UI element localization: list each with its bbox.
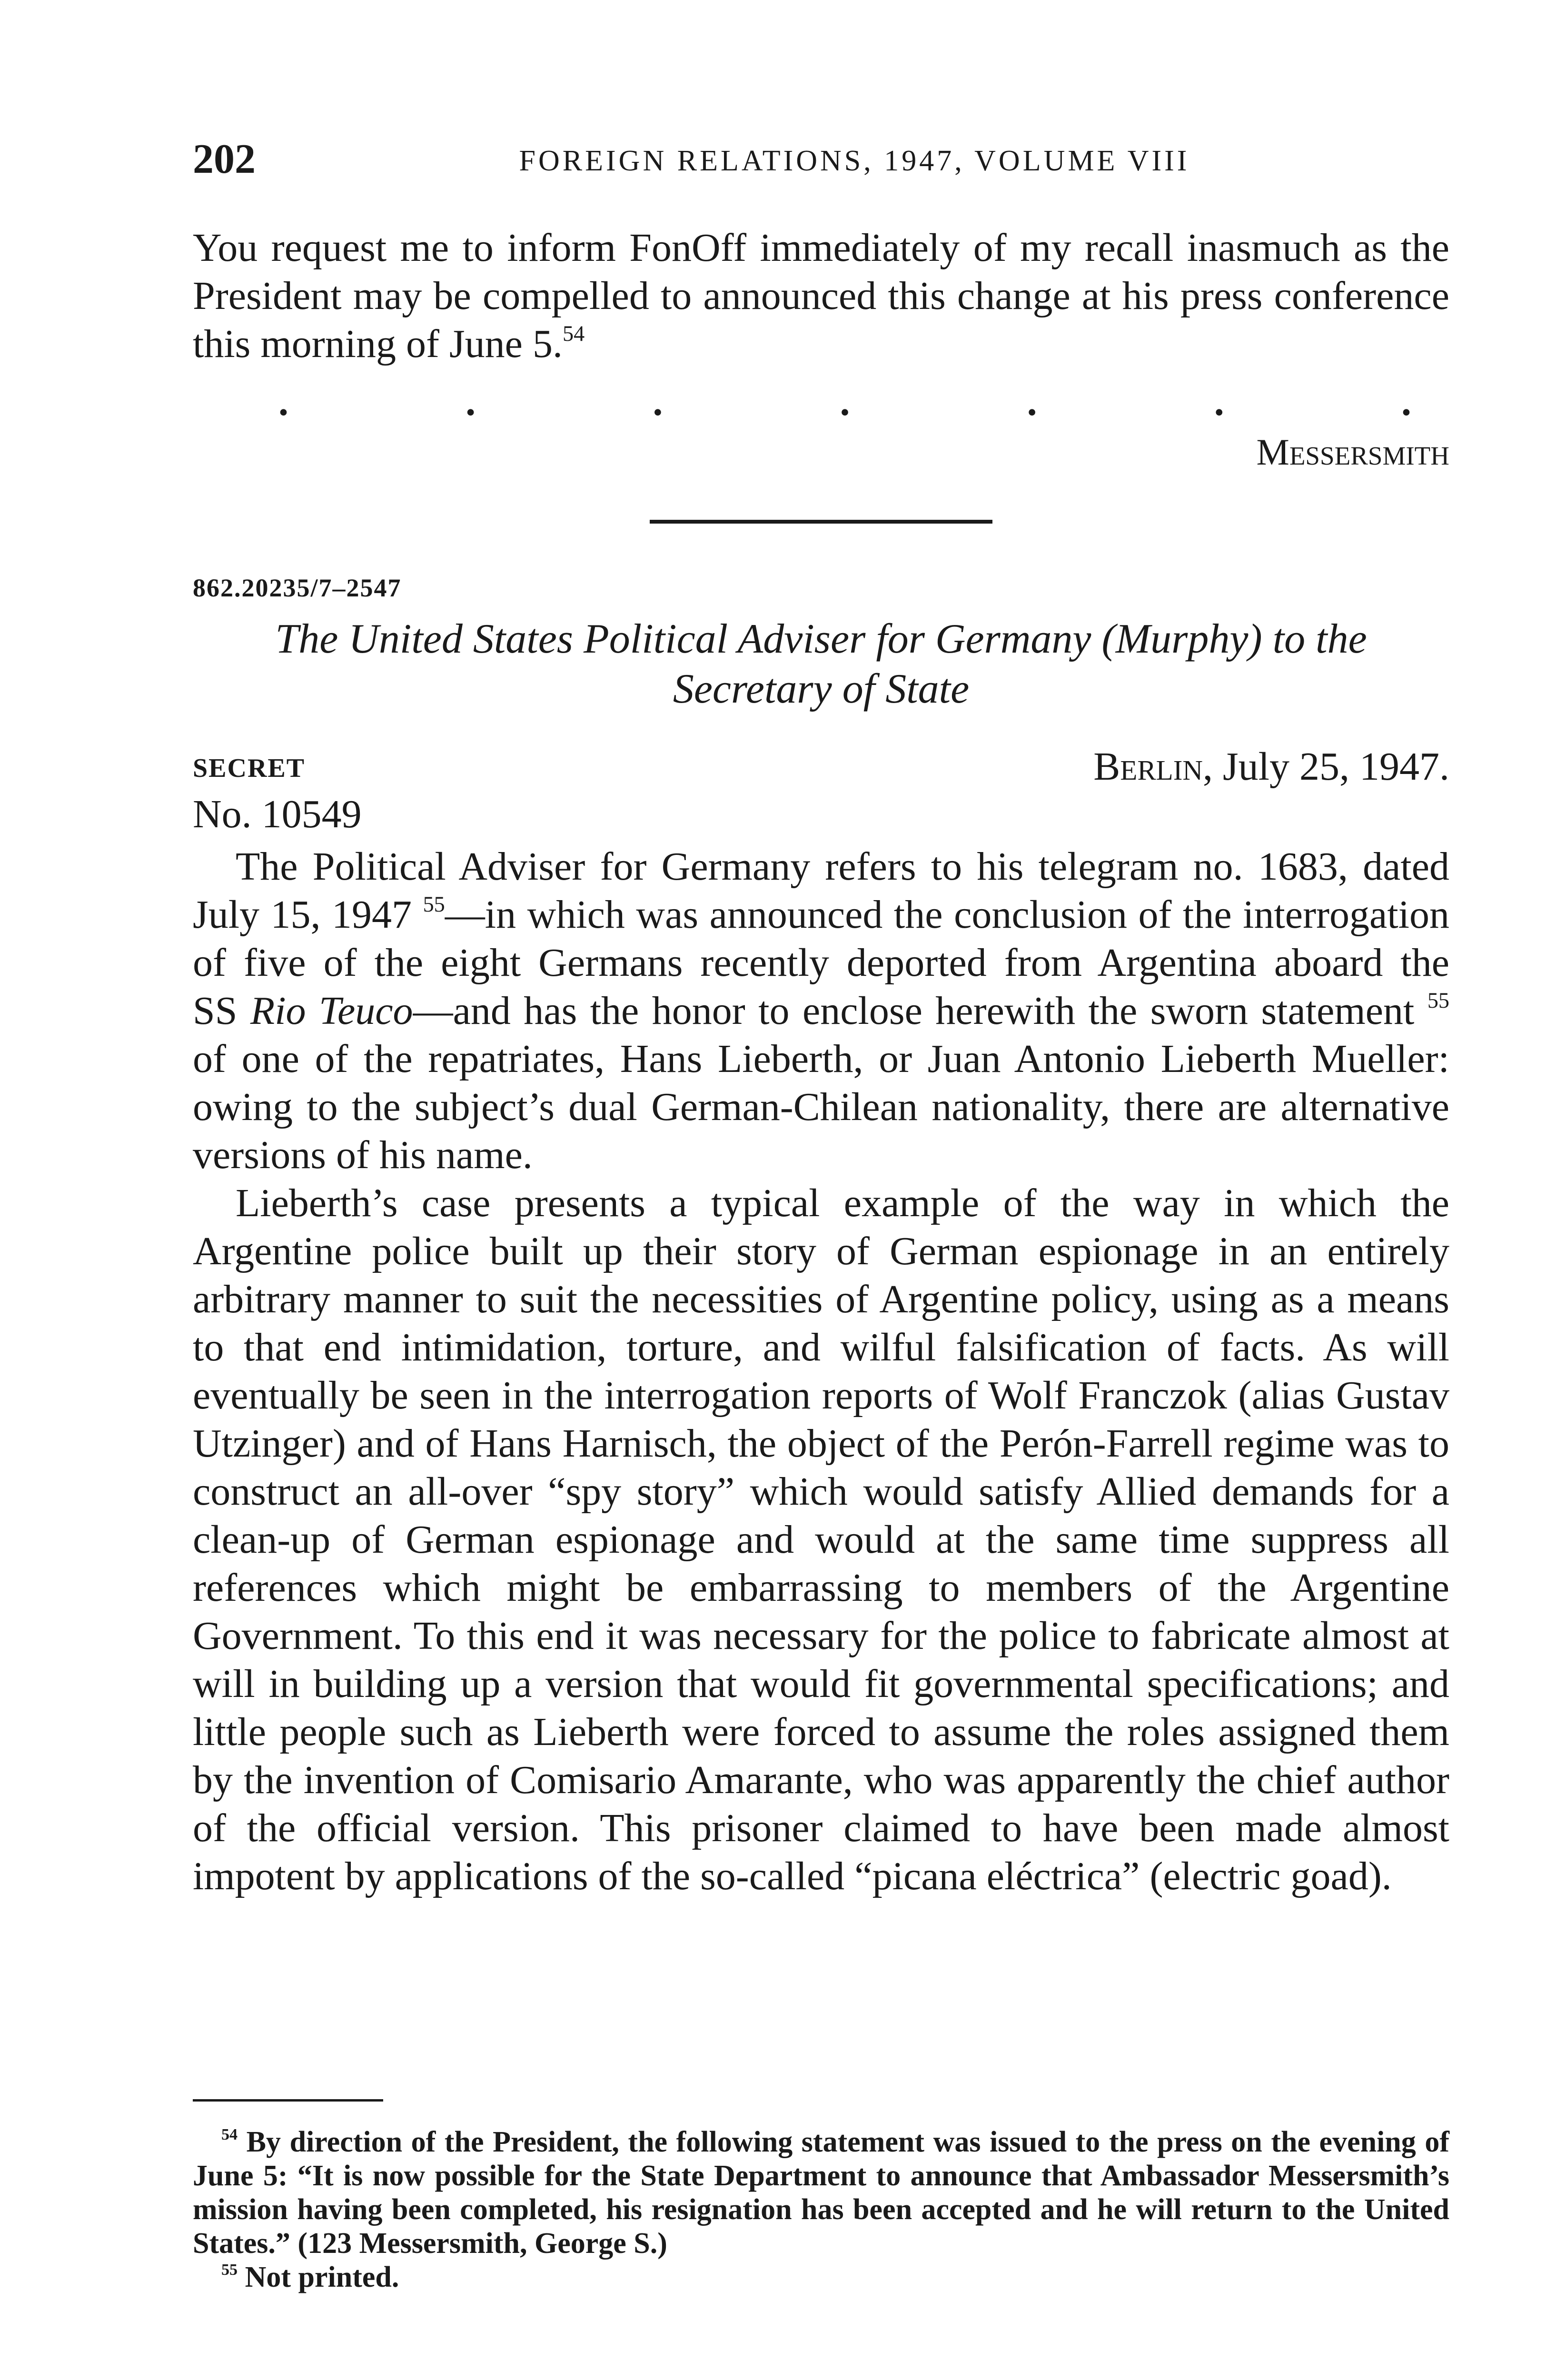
- footnote-marker: 54: [221, 2125, 238, 2143]
- ellipsis-dot: .: [1214, 380, 1224, 424]
- paragraph-1-text: The Political Adviser for Germany refers to his telegram no. 1683, dated July 15, 1947: [193, 844, 1449, 937]
- paragraph-1-text: —in which was announced the conclusion of the interrogation of five of the eight Germans recently deported from Argentina aboard the SS: [193, 892, 1449, 1033]
- footnote-text: By direction of the President, the following statement was issued to the press on the evening of June 5: “It is now possible for the State Department to announce that Ambassador Messersmith’s mission having been completed, his resignation has been accepted and he will return to the United States.” (123 Messersmith, George S.): [193, 2126, 1450, 2260]
- section-divider: [650, 520, 992, 524]
- paragraph-1: [193, 843, 1449, 1179]
- ellipsis-dot: .: [1027, 380, 1037, 424]
- footnotes: [193, 2125, 1449, 2294]
- footnote-ref-55: 55: [1427, 988, 1449, 1013]
- paragraph-1-text: —and has the honor to enclose herewith the sworn statement: [413, 989, 1415, 1033]
- page-header: [193, 136, 1449, 188]
- ship-name: Rio Teuco: [250, 989, 413, 1033]
- footnote-54: [193, 2125, 1449, 2261]
- ellipsis-dot: .: [653, 380, 663, 424]
- paragraph-2: Lieberth’s case presents a typical example of the way in which the Argentine police built up their story of German espionage in an entirely arbitrary manner to suit the necessities of Argentine policy, using as a means to that end intimidation, torture, and wilful falsification of facts. As will eventually be seen in the interrogation reports of Wolf Franczok (alias Gustav Utzinger) and of Hans Harnisch, the object of the Perón-Farrell regime was to construct an all-over “spy story” which would satisfy Allied demands for a clean-up of German espionage and would at the same time suppress all references which might be embarrassing to members of the Argentine Government. To this end it was necessary for the police to fabricate almost at will in building up a version that would fit governmental specifications; and little people such as Lieberth were forced to assume the roles assigned them by the invention of Comisario Amarante, who was apparently the chief author of the official version. This prisoner claimed to have been made almost impotent by applications of the so-called “picana eléctrica” (electric goad).: [193, 1181, 1449, 1898]
- ellipsis-dot: .: [840, 380, 850, 424]
- paragraph-1-text: of one of the repatriates, Hans Lieberth, or Juan Antonio Lieberth Mueller: owing to the subject’s dual German-Chilean nationality, there are alternative versions of his name.: [193, 1037, 1449, 1177]
- place: Berlin: [1093, 744, 1203, 789]
- place-date: [1093, 743, 1449, 791]
- main-body: [193, 843, 1449, 1900]
- page-number: 202: [193, 136, 256, 182]
- footnote-55: [193, 2261, 1449, 2294]
- footnote-ref-54: 54: [562, 321, 585, 346]
- ellipsis-dot: .: [278, 380, 288, 424]
- footnote-text: Not printed.: [245, 2261, 399, 2293]
- document-meta: [193, 743, 1449, 795]
- footnote-ref-55: 55: [423, 892, 445, 917]
- classification-label: SECRET: [193, 754, 306, 783]
- ellipsis-dot: .: [466, 380, 476, 424]
- document-title: The United States Political Adviser for Germany (Murphy) to the Secretary of State: [275, 616, 1367, 712]
- document-number: No. 10549: [193, 792, 362, 836]
- footnote-divider: [193, 2099, 383, 2102]
- file-number: 862.20235/7–2547: [193, 574, 402, 602]
- footnote-marker: 55: [221, 2261, 238, 2279]
- continued-telegram-text: [193, 224, 1449, 368]
- signature: Messersmith: [1256, 431, 1449, 473]
- omission-ellipsis: [278, 380, 1411, 424]
- date: , July 25, 1947.: [1202, 744, 1449, 789]
- continuation-text: You request me to inform FonOff immediately of my recall inasmuch as the President may be compelled to announced this change at his press conference this morning of June 5.: [193, 226, 1449, 366]
- ellipsis-dot: .: [1401, 380, 1411, 424]
- running-head: FOREIGN RELATIONS, 1947, VOLUME VIII: [519, 145, 1190, 177]
